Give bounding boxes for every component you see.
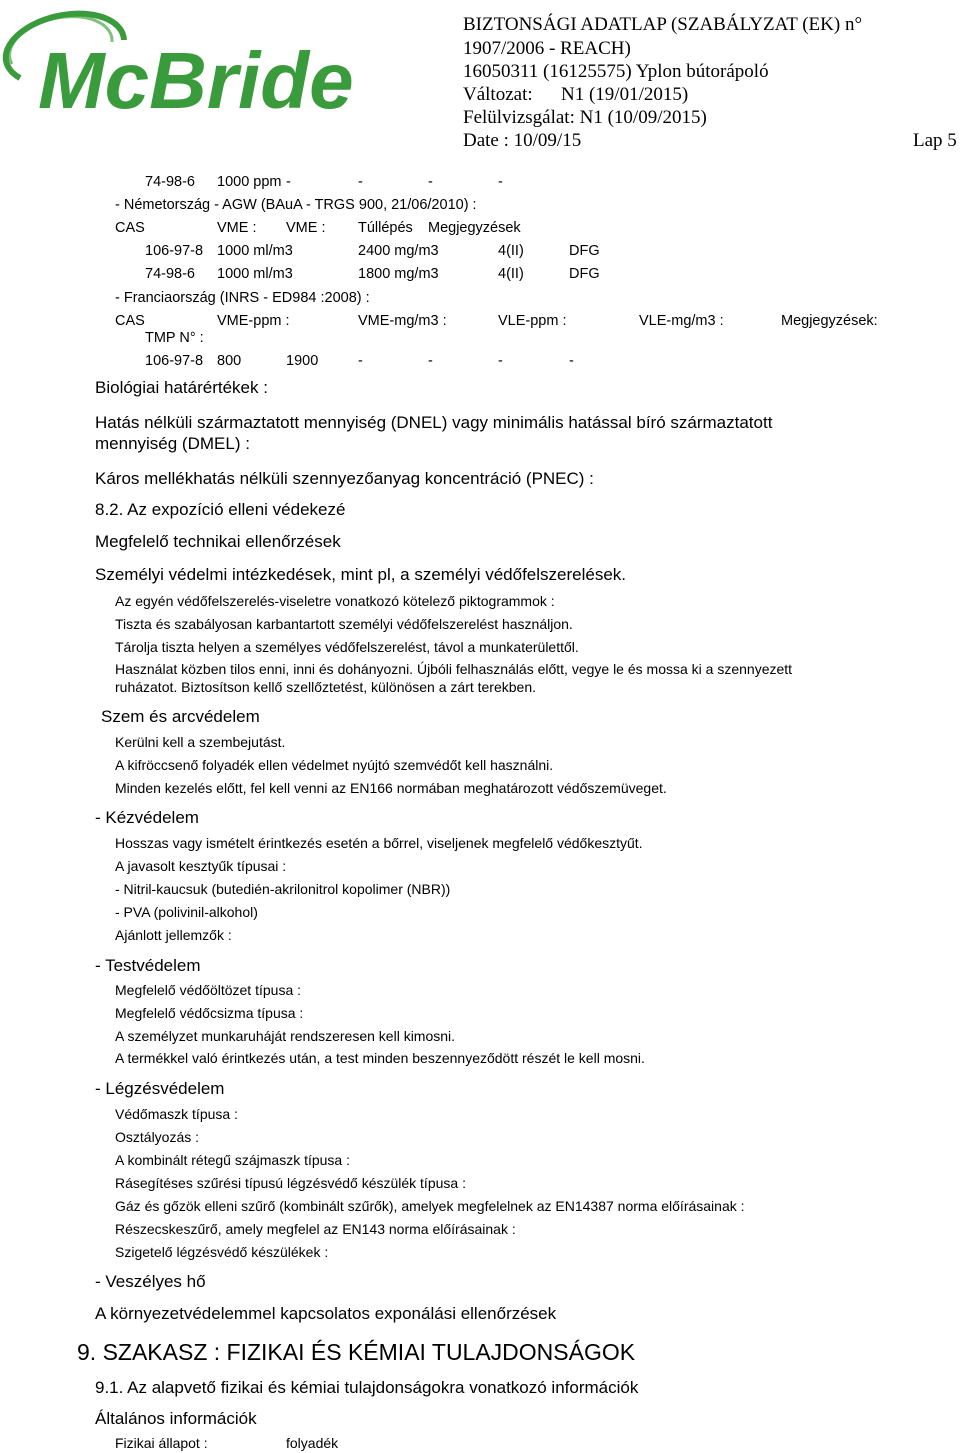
limit-dash: - — [358, 174, 363, 190]
respiratory-protection-heading: - Légzésvédelem — [95, 1079, 225, 1098]
logo-wordmark: McBride — [38, 36, 354, 125]
environmental-controls-heading: A környezetvédelemmel kapcsolatos exponálási ellenőrzések — [95, 1304, 557, 1323]
hand-note: Ajánlott jellemzők : — [115, 927, 232, 943]
date: Date : 10/09/15 — [463, 130, 582, 151]
product-id: 16050311 (16125575) Yplon bútorápoló — [463, 61, 769, 82]
limit-dash: - — [286, 174, 291, 190]
france-col-vme-mg: VME-mg/m3 : — [358, 313, 447, 329]
germany-row-ppm: 1000 ml/m3 — [217, 266, 293, 282]
pnec-heading: Káros mellékhatás nélküli szennyezőanyag koncentráció (PNEC) : — [95, 469, 594, 488]
storage-note: Tárolja tiszta helyen a személyes védőfelszerelést, távol a munkaterülettől. — [115, 639, 579, 655]
france-row-dash: - — [569, 353, 574, 369]
germany-row-excess: 4(II) — [498, 243, 524, 259]
france-col-vle-ppm: VLE-ppm : — [498, 313, 567, 329]
thermal-hazard-heading: - Veszélyes hő — [95, 1272, 206, 1291]
france-col-cas: CAS — [115, 313, 145, 329]
france-row-dash: - — [498, 353, 503, 369]
respiratory-note: Szigetelő légzésvédő készülékek : — [115, 1244, 329, 1260]
respiratory-note: Védőmaszk típusa : — [115, 1106, 238, 1122]
page-number: Lap 5 — [913, 130, 957, 151]
physical-state-value: folyadék — [286, 1435, 339, 1451]
france-title: - Franciaország (INRS - ED984 :2008) : — [115, 290, 370, 306]
eye-note: Kerülni kell a szembejutást. — [115, 734, 286, 750]
personal-protection-heading: Személyi védelmi intézkedések, mint pl, a személyi védőfelszerelések. — [95, 565, 627, 584]
doc-title-line2: 1907/2006 - REACH) — [463, 38, 631, 59]
france-col-vle-mg: VLE-mg/m3 : — [639, 313, 724, 329]
respiratory-note: A kombinált rétegű szájmaszk típusa : — [115, 1152, 350, 1168]
limit-cas: 74-98-6 — [145, 174, 195, 190]
hand-note: - PVA (polivinil-alkohol) — [115, 904, 258, 920]
france-row-dash: - — [358, 353, 363, 369]
germany-row-note: DFG — [569, 243, 600, 259]
section-9-heading: 9. SZAKASZ : FIZIKAI ÉS KÉMIAI TULAJDONSÁGOK — [77, 1339, 636, 1365]
france-row-vme-ppm: 800 — [217, 353, 242, 369]
mcbride-logo — [0, 0, 420, 125]
germany-row-note: DFG — [569, 266, 600, 282]
respiratory-note: Osztályozás : — [115, 1129, 200, 1145]
eye-note: Minden kezelés előtt, fel kell venni az EN166 normában meghatározott védőszemüveget. — [115, 780, 667, 796]
france-col-vme-ppm: VME-ppm : — [217, 313, 290, 329]
germany-title: - Németország - AGW (BAuA - TRGS 900, 21/06/2010) : — [115, 197, 477, 213]
germany-row-cas: 106-97-8 — [145, 243, 204, 259]
eye-protection-heading: Szem és arcvédelem — [101, 707, 260, 726]
hand-note: A javasolt kesztyűk típusai : — [115, 858, 287, 874]
general-info-heading: Általános információk — [95, 1409, 257, 1428]
hand-protection-heading: - Kézvédelem — [95, 808, 199, 827]
limit-value: 1000 ppm — [217, 174, 282, 190]
germany-row-cas: 74-98-6 — [145, 266, 195, 282]
france-row-dash: - — [428, 353, 433, 369]
clean-equipment-note: Tiszta és szabályosan karbantartott személyi védőfelszerelést használjon. — [115, 616, 573, 632]
germany-row-mg: 1800 mg/m3 — [358, 266, 439, 282]
technical-controls-heading: Megfelelő technikai ellenőrzések — [95, 532, 341, 551]
limit-dash: - — [498, 174, 503, 190]
body-note: A termékkel való érintkezés után, a test minden beszennyeződött részét le kell mosni. — [115, 1050, 645, 1066]
version-label: Változat: — [463, 84, 533, 105]
respiratory-note: Gáz és gőzök elleni szűrő (kombinált szűrők), amelyek megfelelnek az EN14387 norma előírásainak : — [115, 1198, 745, 1214]
limit-dash: - — [428, 174, 433, 190]
doc-title-line1: BIZTONSÁGI ADATLAP (SZABÁLYZAT (EK) n° — [463, 14, 863, 35]
germany-row-ppm: 1000 ml/m3 — [217, 243, 293, 259]
revision: Felülvizsgálat: N1 (10/09/2015) — [463, 107, 707, 128]
hand-note: - Nitril-kaucsuk (butedién-akrilonitrol kopolimer (NBR)) — [115, 881, 451, 897]
eye-note: A kifröccsenő folyadék ellen védelmet nyújtó szemvédőt kell használni. — [115, 757, 554, 773]
body-note: A személyzet munkaruháját rendszeresen kell kimosni. — [115, 1028, 456, 1044]
france-row-cas: 106-97-8 — [145, 353, 204, 369]
hygiene-note-cont: ruházatot. Biztosítson kellő szellőztetést, különösen a zárt terekben. — [115, 679, 537, 695]
france-col-notes: Megjegyzések: — [781, 313, 878, 329]
body-note: Megfelelő védőcsizma típusa : — [115, 1005, 304, 1021]
biological-limits-heading: Biológiai határértékek : — [95, 378, 268, 397]
germany-row-mg: 2400 mg/m3 — [358, 243, 439, 259]
physical-state-label: Fizikai állapot : — [115, 1435, 208, 1451]
hand-note: Hosszas vagy ismételt érintkezés esetén a bőrrel, viseljenek megfelelő védőkesztyűt. — [115, 835, 643, 851]
hygiene-note: Használat közben tilos enni, inni és dohányozni. Újbóli felhasználás előtt, vegye le és mossa ki a szennyezett — [115, 661, 793, 677]
dnel-heading-cont: mennyiség (DMEL) : — [95, 434, 250, 453]
germany-row-excess: 4(II) — [498, 266, 524, 282]
dnel-heading: Hatás nélküli származtatott mennyiség (DNEL) vagy minimális hatással bíró származtatott — [95, 413, 773, 432]
germany-col-vme: VME : — [286, 220, 326, 236]
germany-col-cas: CAS — [115, 220, 145, 236]
body-note: Megfelelő védőöltözet típusa : — [115, 982, 302, 998]
body-protection-heading: - Testvédelem — [95, 956, 201, 975]
france-col-tmp: TMP N° : — [145, 330, 204, 346]
germany-col-vme: VME : — [217, 220, 257, 236]
france-row-vme-mg: 1900 — [286, 353, 319, 369]
section-8-2-heading: 8.2. Az expozíció elleni védekezé — [95, 500, 346, 519]
version-value: N1 (19/01/2015) — [561, 84, 689, 105]
pictogram-note: Az egyén védőfelszerelés-viseletre vonatkozó kötelező piktogrammok : — [115, 593, 555, 609]
germany-col-excess: Túllépés — [358, 220, 413, 236]
germany-col-notes: Megjegyzések — [428, 220, 521, 236]
respiratory-note: Részecskeszűrő, amely megfelel az EN143 norma előírásainak : — [115, 1221, 516, 1237]
section-9-1-heading: 9.1. Az alapvető fizikai és kémiai tulajdonságokra vonatkozó információk — [95, 1378, 639, 1397]
respiratory-note: Rásegítéses szűrési típusú légzésvédő készülék típusa : — [115, 1175, 466, 1191]
